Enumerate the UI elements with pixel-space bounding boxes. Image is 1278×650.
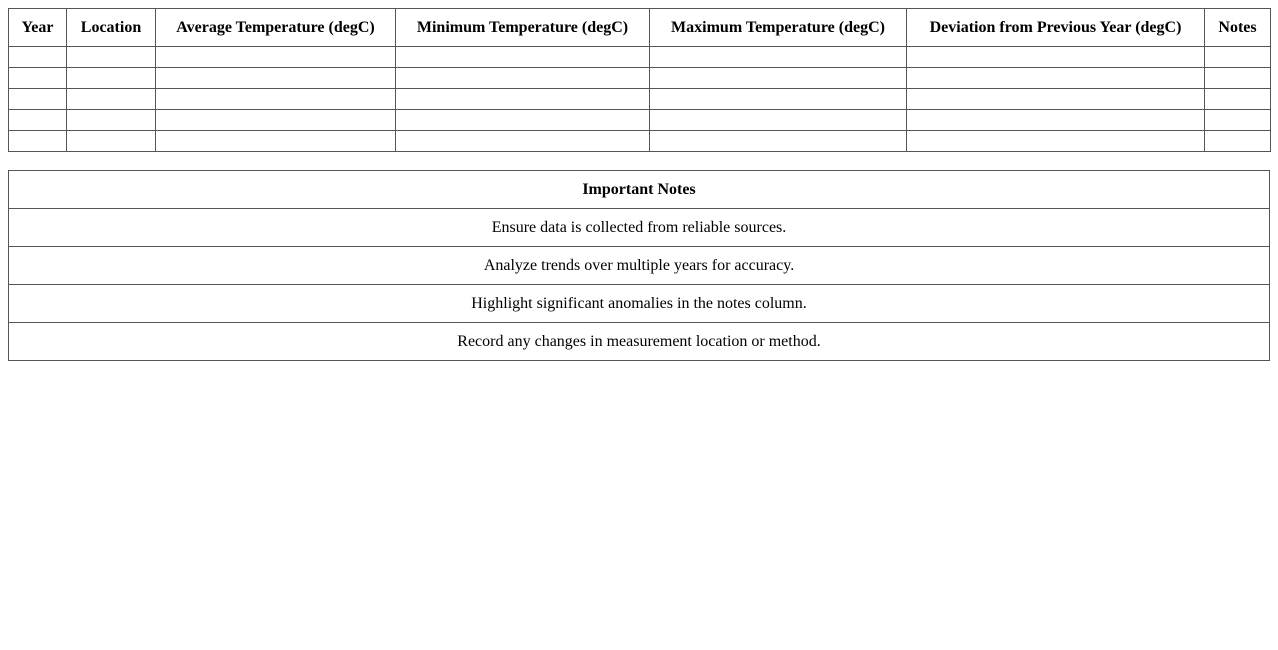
note-text: Highlight significant anomalies in the notes column.: [9, 285, 1270, 323]
list-item: [9, 209, 1270, 247]
column-header-maximum-temperature: Maximum Temperature (degC): [650, 9, 907, 47]
temperature-table-header: [9, 9, 1271, 47]
table-cell: [67, 47, 156, 68]
important-notes-title: Important Notes: [9, 171, 1270, 209]
table-cell: [67, 68, 156, 89]
temperature-table-body: [9, 47, 1271, 152]
table-cell: [1205, 68, 1271, 89]
table-cell: [650, 131, 907, 152]
table-cell: [907, 131, 1205, 152]
important-notes-table: [8, 170, 1270, 361]
table-cell: [396, 68, 650, 89]
table-row: [9, 68, 1271, 89]
table-cell: [156, 131, 396, 152]
table-row: [9, 47, 1271, 68]
table-cell: [9, 47, 67, 68]
table-cell: [1205, 89, 1271, 110]
table-row: [9, 110, 1271, 131]
note-text: Ensure data is collected from reliable sources.: [9, 209, 1270, 247]
list-item: [9, 247, 1270, 285]
header-row: [9, 9, 1271, 47]
column-header-year: Year: [9, 9, 67, 47]
table-cell: [907, 47, 1205, 68]
temperature-table: [8, 8, 1271, 152]
notes-header-row: [9, 171, 1270, 209]
table-cell: [67, 89, 156, 110]
table-cell: [1205, 47, 1271, 68]
table-cell: [156, 68, 396, 89]
column-header-deviation: Deviation from Previous Year (degC): [907, 9, 1205, 47]
important-notes-header: [9, 171, 1270, 209]
table-cell: [156, 89, 396, 110]
table-cell: [650, 89, 907, 110]
table-row: [9, 131, 1271, 152]
table-cell: [67, 110, 156, 131]
table-cell: [907, 110, 1205, 131]
table-cell: [396, 110, 650, 131]
column-header-average-temperature: Average Temperature (degC): [156, 9, 396, 47]
list-item: [9, 285, 1270, 323]
table-cell: [907, 68, 1205, 89]
column-header-notes: Notes: [1205, 9, 1271, 47]
table-cell: [650, 110, 907, 131]
table-cell: [396, 47, 650, 68]
table-row: [9, 89, 1271, 110]
note-text: Record any changes in measurement location or method.: [9, 323, 1270, 361]
table-cell: [156, 110, 396, 131]
table-cell: [650, 47, 907, 68]
table-cell: [1205, 110, 1271, 131]
table-cell: [9, 131, 67, 152]
table-cell: [650, 68, 907, 89]
table-cell: [396, 89, 650, 110]
column-header-minimum-temperature: Minimum Temperature (degC): [396, 9, 650, 47]
note-text: Analyze trends over multiple years for accuracy.: [9, 247, 1270, 285]
table-cell: [67, 131, 156, 152]
table-cell: [156, 47, 396, 68]
table-cell: [9, 68, 67, 89]
column-header-location: Location: [67, 9, 156, 47]
list-item: [9, 323, 1270, 361]
table-cell: [1205, 131, 1271, 152]
table-cell: [396, 131, 650, 152]
table-cell: [907, 89, 1205, 110]
important-notes-body: [9, 209, 1270, 361]
table-cell: [9, 110, 67, 131]
table-cell: [9, 89, 67, 110]
